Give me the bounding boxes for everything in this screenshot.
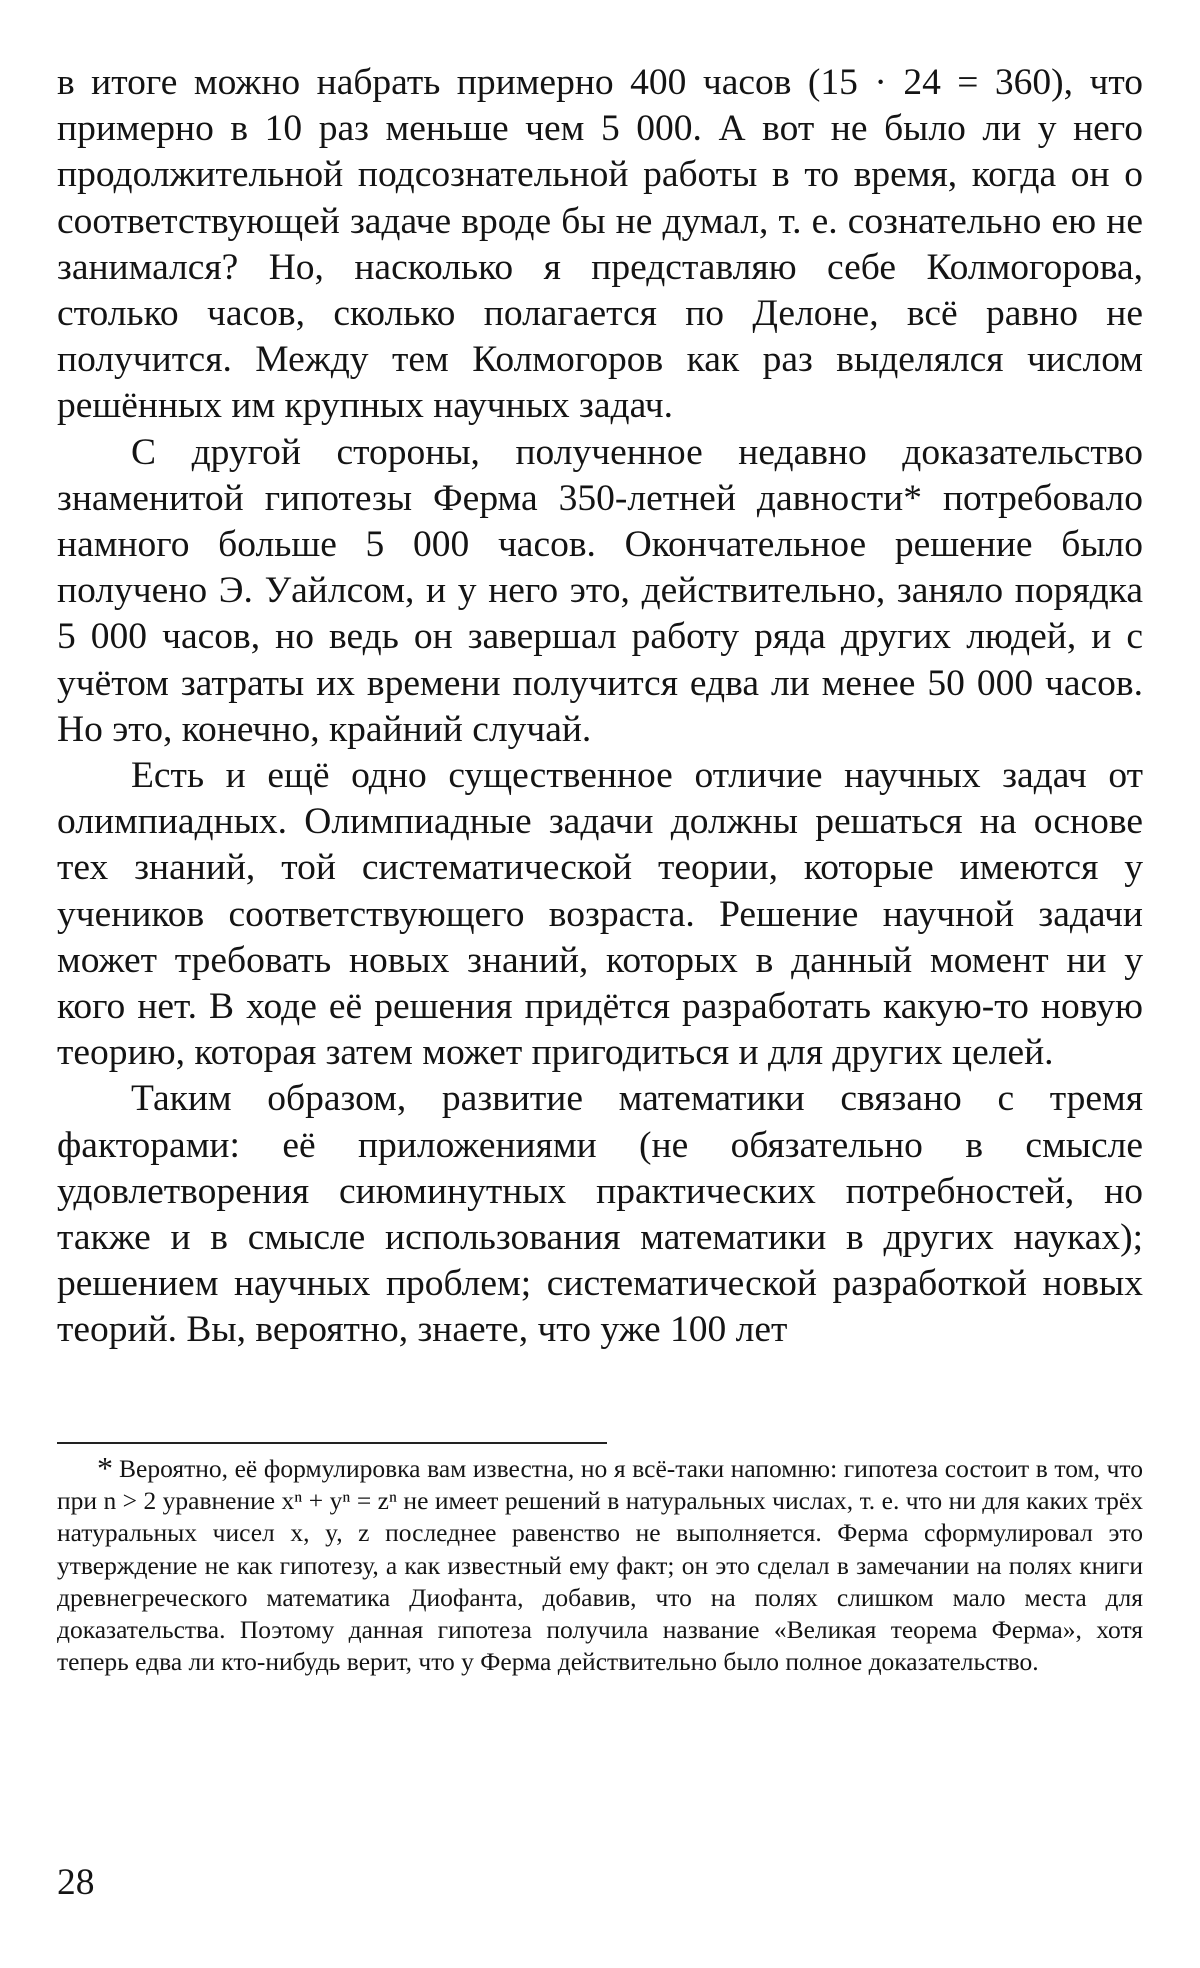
footnote: [57, 1452, 1143, 1678]
paragraph-2: С другой стороны, полученное недавно доказательство знаменитой гипотезы Ферма 350-летней давности* потребовало намного больше 5 000 часов. Окончательное решение было получено Э. Уайлсом, и у него это, действительно, заняло порядка 5 000 часов, но ведь он завершал работу ряда других людей, и с учётом затраты их времени получится едва ли менее 50 000 часов. Но это, конечно, крайний случай.: [57, 431, 1143, 750]
footnote-divider: [57, 1442, 607, 1444]
paragraph-3: Есть и ещё одно существенное отличие научных задач от олимпиадных. Олимпиадные задачи должны решаться на основе тех знаний, той систематической теории, которые имеются у учеников соответствующего возраста. Решение научной задачи может требовать новых знаний, которых в данный момент ни у кого нет. В ходе её решения придётся разработать какую-то новую теорию, которая затем может пригодиться и для других целей.: [57, 755, 1143, 1074]
page-number: 28: [57, 1862, 95, 1903]
paragraph-4: Таким образом, развитие математики связано с тремя факторами: её приложениями (не обязательно в смысле удовлетворения сиюминутных практических потребностей, но также и в смысле использования математики в других науках); решением научных проблем; систематической разработкой новых теорий. Вы, вероятно, знаете, что уже 100 лет: [57, 1078, 1143, 1351]
footnote-marker: *: [97, 1450, 113, 1486]
paragraph-1: в итоге можно набрать примерно 400 часов (15 · 24 = 360), что примерно в 10 раз меньше чем 5 000. А вот не было ли у него продолжительной подсознательной работы в то время, когда он о соответствующей задаче вроде бы не думал, т. е. сознательно ею не занимался? Но, насколько я представляю себе Колмогорова, столько часов, сколько полагается по Делоне, всё равно не получится. Между тем Колмогоров как раз выделялся числом решённых им крупных научных задач.: [57, 62, 1143, 427]
page-body: [57, 60, 1143, 1354]
main-text: [57, 60, 1143, 1354]
footnote-text: Вероятно, её формулировка вам известна, но я всё-таки напомню: гипотеза состоит в том, что при n > 2 уравнение xⁿ + yⁿ = zⁿ не имеет решений в натуральных числах, т. е. что ни для каких трёх натуральных чисел x, y, z последнее равенство не выполняется. Ферма сформулировал это утверждение не как гипотезу, а как известный ему факт; он это сделал в замечании на полях книги древнегреческого математика Диофанта, добавив, что на полях слишком мало места для доказательства. Поэтому данная гипотеза получила название «Великая теорема Ферма», хотя теперь едва ли кто-нибудь верит, что у Ферма действительно было полное доказательство.: [57, 1454, 1143, 1677]
